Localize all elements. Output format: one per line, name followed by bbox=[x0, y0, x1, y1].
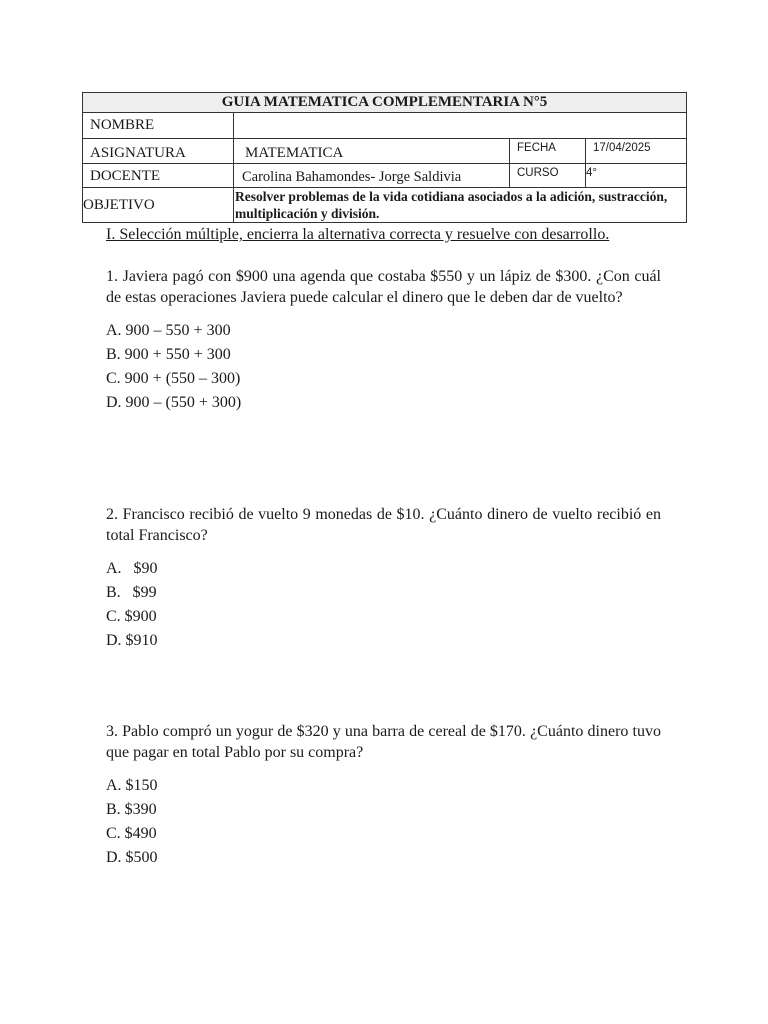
question-2 bbox=[106, 504, 661, 653]
question-1-option-c[interactable]: C. 900 + (550 – 300) bbox=[106, 370, 241, 387]
curso-value: 4° bbox=[586, 164, 687, 188]
question-2-options bbox=[106, 557, 661, 653]
fecha-value: 17/04/2025 bbox=[586, 139, 687, 164]
asignatura-label: ASIGNATURA bbox=[83, 139, 234, 164]
question-3-option-c[interactable]: C. $490 bbox=[106, 825, 157, 842]
fecha-label: FECHA bbox=[510, 139, 586, 164]
question-1-option-a[interactable]: A. 900 – 550 + 300 bbox=[106, 322, 231, 339]
question-1-option-d[interactable]: D. 900 – (550 + 300) bbox=[106, 394, 242, 411]
objetivo-value: Resolver problemas de la vida cotidiana asociados a la adición, sustracción, multiplicación y división. bbox=[234, 188, 687, 223]
question-3 bbox=[106, 721, 661, 870]
question-3-options bbox=[106, 774, 661, 870]
question-2-option-c[interactable]: C. $900 bbox=[106, 608, 157, 625]
document-title: GUIA MATEMATICA COMPLEMENTARIA N°5 bbox=[83, 93, 687, 113]
section-instruction: I. Selección múltiple, encierra la alternativa correcta y resuelve con desarrollo. bbox=[106, 226, 610, 243]
question-1 bbox=[106, 266, 661, 415]
question-3-option-b[interactable]: B. $390 bbox=[106, 801, 157, 818]
nombre-field[interactable] bbox=[234, 113, 687, 139]
header-table bbox=[82, 92, 687, 223]
question-1-option-b[interactable]: B. 900 + 550 + 300 bbox=[106, 346, 231, 363]
question-2-option-d[interactable]: D. $910 bbox=[106, 632, 158, 649]
nombre-label: NOMBRE bbox=[83, 113, 234, 139]
docente-value: Carolina Bahamondes- Jorge Saldivia bbox=[234, 164, 510, 188]
question-2-option-b[interactable]: B. $99 bbox=[106, 584, 157, 601]
objetivo-label: OBJETIVO bbox=[83, 188, 234, 223]
question-1-text: 1. Javiera pagó con $900 una agenda que costaba $550 y un lápiz de $300. ¿Con cuál de estas operaciones Javiera puede calcular el dinero que le deben dar de vuelto? bbox=[106, 268, 661, 306]
question-2-option-a[interactable]: A. $90 bbox=[106, 560, 158, 577]
docente-label: DOCENTE bbox=[83, 164, 234, 188]
question-3-text: 3. Pablo compró un yogur de $320 y una barra de cereal de $170. ¿Cuánto dinero tuvo que pagar en total Pablo por su compra? bbox=[106, 723, 661, 761]
curso-label: CURSO bbox=[510, 164, 586, 188]
question-3-option-a[interactable]: A. $150 bbox=[106, 777, 158, 794]
question-1-options bbox=[106, 319, 661, 415]
question-2-text: 2. Francisco recibió de vuelto 9 monedas de $10. ¿Cuánto dinero de vuelto recibió en total Francisco? bbox=[106, 506, 661, 544]
asignatura-value: MATEMATICA bbox=[234, 139, 510, 164]
question-3-option-d[interactable]: D. $500 bbox=[106, 849, 158, 866]
